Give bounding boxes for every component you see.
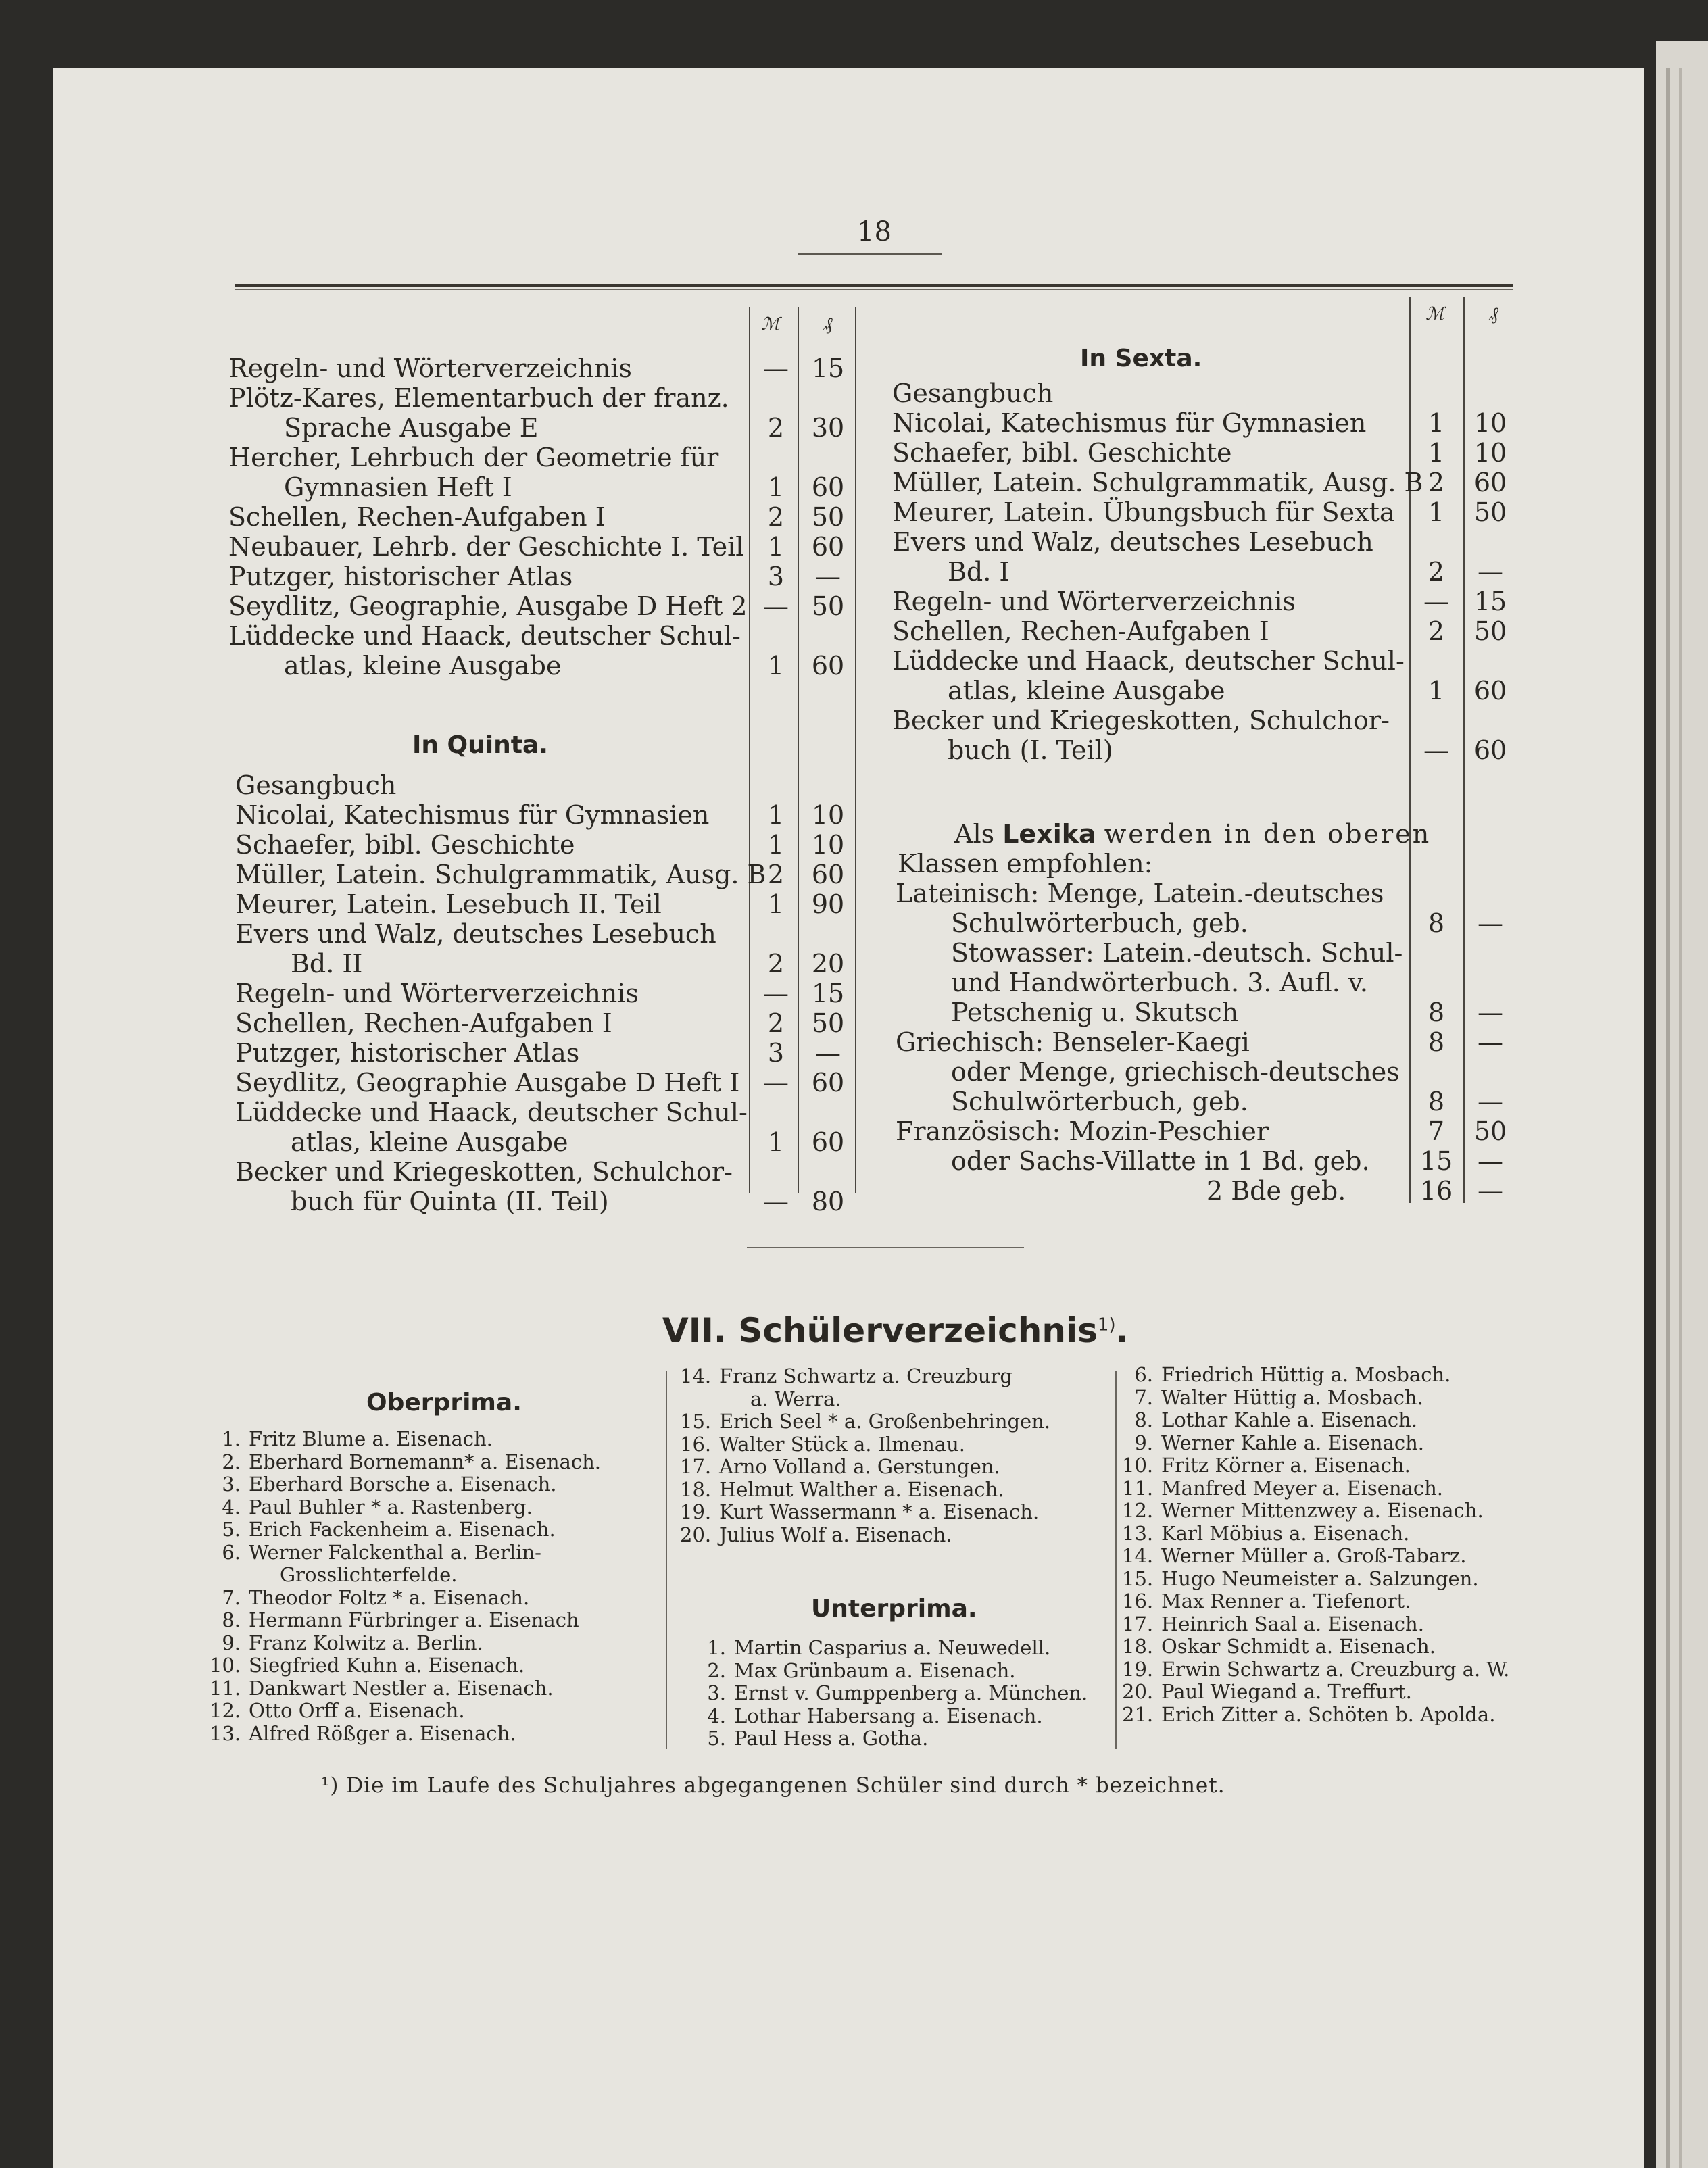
price-mark: 2 bbox=[767, 949, 785, 979]
price-pfennig: 50 bbox=[811, 591, 845, 621]
student-entry bbox=[1122, 1364, 1450, 1386]
lexika-intro-b: werden in den oberen bbox=[1104, 819, 1432, 849]
student-number: 17. bbox=[1122, 1612, 1154, 1635]
student-number: 18. bbox=[680, 1477, 712, 1501]
student-number: 11. bbox=[1122, 1476, 1154, 1500]
student-name: Ernst v. Gumppenberg a. München. bbox=[734, 1681, 1088, 1704]
column-rule bbox=[1463, 297, 1465, 1203]
student-entry bbox=[1122, 1658, 1509, 1681]
top-rule bbox=[235, 284, 1513, 287]
price-mark: 8 bbox=[1428, 1027, 1445, 1057]
top-rule-thin bbox=[235, 289, 1513, 290]
price-mark: 1 bbox=[767, 472, 785, 502]
student-number: 5. bbox=[707, 1727, 726, 1750]
student-entry bbox=[1122, 1454, 1411, 1477]
student-entry bbox=[1122, 1704, 1495, 1726]
price-pfennig: 60 bbox=[811, 532, 845, 562]
book-entry-text: Putzger, historischer Atlas bbox=[228, 562, 573, 591]
student-name: Fritz Blume a. Eisenach. bbox=[249, 1427, 493, 1450]
price-mark: 8 bbox=[1428, 908, 1445, 938]
student-entry bbox=[695, 1705, 1043, 1727]
student-number: 7. bbox=[1134, 1385, 1153, 1409]
student-name: Walter Hüttig a. Mosbach. bbox=[1161, 1385, 1423, 1409]
book-entry-text: Stowasser: Latein.-deutsch. Schul- bbox=[951, 938, 1403, 968]
student-name: Lothar Habersang a. Eisenach. bbox=[734, 1704, 1043, 1727]
page-edge-stripe bbox=[1679, 68, 1682, 2168]
student-name: Franz Kolwitz a. Berlin. bbox=[249, 1631, 483, 1654]
student-number: 3. bbox=[707, 1681, 726, 1704]
student-number: 18. bbox=[1122, 1635, 1154, 1658]
book-entry-text: Regeln- und Wörterverzeichnis bbox=[892, 587, 1296, 616]
student-name: Oskar Schmidt a. Eisenach. bbox=[1161, 1635, 1436, 1658]
book-entry-text: oder Sachs-Villatte in 1 Bd. geb. bbox=[951, 1146, 1370, 1176]
student-number: 16. bbox=[1122, 1590, 1154, 1612]
student-entry bbox=[1122, 1613, 1424, 1635]
price-mark: 2 bbox=[767, 502, 785, 532]
column-rule bbox=[749, 307, 750, 1193]
student-number: 9. bbox=[222, 1631, 241, 1654]
price-pfennig: 20 bbox=[811, 949, 845, 979]
student-entry bbox=[210, 1564, 458, 1586]
book-entry-text: Seydlitz, Geographie Ausgabe D Heft I bbox=[235, 1068, 740, 1098]
price-mark: — bbox=[763, 1068, 789, 1098]
student-entry bbox=[1122, 1432, 1424, 1454]
student-number: 10. bbox=[210, 1654, 241, 1677]
student-number: 2. bbox=[222, 1450, 241, 1473]
student-entry bbox=[210, 1428, 493, 1450]
price-pfennig: 50 bbox=[811, 1008, 845, 1038]
student-number: 14. bbox=[680, 1364, 712, 1387]
student-name: Dankwart Nestler a. Eisenach. bbox=[249, 1676, 554, 1700]
price-mark: 2 bbox=[767, 860, 785, 889]
lexika-intro-a: Als bbox=[954, 819, 995, 849]
student-entry bbox=[1122, 1568, 1479, 1590]
list-divider bbox=[1115, 1371, 1117, 1749]
student-entry bbox=[210, 1700, 465, 1722]
book-entry-text: Schulwörterbuch, geb. bbox=[951, 908, 1248, 938]
student-entry bbox=[1122, 1409, 1417, 1431]
student-name: Kurt Wassermann * a. Eisenach. bbox=[719, 1500, 1040, 1523]
book-entry-text: Meurer, Latein. Lesebuch II. Teil bbox=[235, 889, 662, 919]
student-number: 19. bbox=[680, 1500, 712, 1523]
column-rule bbox=[855, 307, 856, 1193]
student-entry bbox=[210, 1654, 524, 1677]
pfennig-header-right: ₰ bbox=[1489, 304, 1498, 324]
student-number: 8. bbox=[222, 1608, 241, 1631]
student-name: Erwin Schwartz a. Creuzburg a. W. bbox=[1161, 1657, 1510, 1681]
student-entry bbox=[210, 1473, 557, 1496]
student-number: 12. bbox=[1122, 1499, 1154, 1522]
student-name: Werner Müller a. Groß-Tabarz. bbox=[1161, 1544, 1467, 1567]
price-pfennig: 10 bbox=[1473, 408, 1507, 438]
student-entry bbox=[210, 1519, 556, 1541]
student-entry bbox=[1122, 1387, 1423, 1409]
student-entry bbox=[210, 1542, 541, 1564]
column-rule bbox=[798, 307, 799, 1193]
student-entry bbox=[680, 1388, 841, 1410]
mark-header-right: ℳ bbox=[1425, 304, 1444, 324]
student-name: Paul Hess a. Gotha. bbox=[734, 1727, 929, 1750]
student-name: Arno Volland a. Gerstungen. bbox=[719, 1455, 1000, 1478]
student-entry bbox=[695, 1727, 928, 1750]
student-name: Lothar Kahle a. Eisenach. bbox=[1161, 1408, 1418, 1431]
student-entry bbox=[210, 1632, 483, 1654]
price-mark: 2 bbox=[1428, 616, 1445, 646]
student-number: 6. bbox=[222, 1540, 241, 1564]
student-number: 20. bbox=[680, 1523, 712, 1546]
pfennig-header-left: ₰ bbox=[823, 314, 833, 335]
book-entry-text: Schellen, Rechen-Aufgaben I bbox=[235, 1008, 612, 1038]
price-pfennig: — bbox=[1478, 1176, 1503, 1206]
student-entry bbox=[695, 1682, 1088, 1704]
price-mark: — bbox=[763, 353, 789, 383]
section-title-sexta: In Sexta. bbox=[1080, 345, 1202, 372]
price-mark: 16 bbox=[1419, 1176, 1453, 1206]
book-entry-text: Putzger, historischer Atlas bbox=[235, 1038, 580, 1068]
price-mark: 1 bbox=[1428, 676, 1445, 706]
student-name: Karl Möbius a. Eisenach. bbox=[1161, 1521, 1410, 1545]
price-mark: 1 bbox=[1428, 438, 1445, 468]
book-entry-text: Schaefer, bibl. Geschichte bbox=[235, 830, 575, 860]
student-number: 9. bbox=[1134, 1431, 1153, 1454]
book-entry-text: Müller, Latein. Schulgrammatik, Ausg. B bbox=[235, 860, 766, 889]
section-vii-title-period: . bbox=[1115, 1311, 1129, 1350]
student-entry bbox=[680, 1524, 952, 1546]
student-name: Alfred Rößger a. Eisenach. bbox=[249, 1721, 516, 1745]
price-mark: 1 bbox=[1428, 408, 1445, 438]
book-entry-text: Gymnasien Heft I bbox=[284, 472, 512, 502]
book-entry-text: Schellen, Rechen-Aufgaben I bbox=[228, 502, 606, 532]
book-entry-text: Regeln- und Wörterverzeichnis bbox=[228, 353, 632, 383]
price-pfennig: 15 bbox=[811, 353, 845, 383]
book-entry-text: Evers und Walz, deutsches Lesebuch bbox=[235, 919, 716, 949]
student-name: Julius Wolf a. Eisenach. bbox=[719, 1523, 952, 1546]
mark-header-left: ℳ bbox=[761, 314, 780, 335]
student-number: 10. bbox=[1122, 1454, 1154, 1477]
book-entry-text: Gesangbuch bbox=[892, 378, 1054, 408]
adjacent-page-edge bbox=[1656, 41, 1708, 2168]
price-mark: 1 bbox=[767, 1127, 785, 1157]
price-pfennig: 60 bbox=[811, 651, 845, 681]
student-name: Eberhard Borsche a. Eisenach. bbox=[249, 1473, 557, 1496]
price-mark: 2 bbox=[1428, 557, 1445, 587]
book-entry-text: 2 Bde geb. bbox=[1206, 1176, 1346, 1206]
section-vii-title bbox=[662, 1311, 1129, 1350]
lexika-intro-c: Klassen empfohlen: bbox=[898, 849, 1153, 879]
price-pfennig: — bbox=[1478, 997, 1503, 1027]
student-number: 3. bbox=[222, 1473, 241, 1496]
book-entry-text: Müller, Latein. Schulgrammatik, Ausg. B bbox=[892, 468, 1423, 497]
student-entry bbox=[1122, 1545, 1467, 1567]
student-entry bbox=[1122, 1500, 1484, 1522]
student-name: Franz Schwartz a. Creuzburg bbox=[719, 1364, 1012, 1387]
student-entry bbox=[210, 1496, 533, 1519]
book-entry-text: Hercher, Lehrbuch der Geometrie für bbox=[228, 443, 719, 472]
student-name: Martin Casparius a. Neuwedell. bbox=[734, 1636, 1051, 1659]
price-pfennig: 60 bbox=[1473, 676, 1507, 706]
price-mark: 2 bbox=[1428, 468, 1445, 497]
price-pfennig: — bbox=[1478, 1087, 1503, 1116]
student-name: Manfred Meyer a. Eisenach. bbox=[1161, 1476, 1444, 1500]
book-entry-text: buch (I. Teil) bbox=[948, 735, 1113, 765]
price-mark: 1 bbox=[767, 800, 785, 830]
student-entry bbox=[680, 1479, 1004, 1501]
page-number: 18 bbox=[857, 216, 892, 247]
price-pfennig: 50 bbox=[1473, 497, 1507, 527]
student-number: 2. bbox=[707, 1658, 726, 1682]
book-entry-text: atlas, kleine Ausgabe bbox=[284, 651, 562, 681]
student-name: Max Renner a. Tiefenort. bbox=[1161, 1590, 1411, 1612]
book-entry-text: Nicolai, Katechismus für Gymnasien bbox=[235, 800, 710, 830]
student-entry bbox=[210, 1677, 554, 1700]
student-number: 15. bbox=[680, 1410, 712, 1433]
book-entry-text: Französisch: Mozin-Peschier bbox=[896, 1116, 1269, 1146]
price-pfennig: 60 bbox=[1473, 735, 1507, 765]
book-entry-text: Seydlitz, Geographie, Ausgabe D Heft 2 bbox=[228, 591, 748, 621]
student-entry bbox=[680, 1456, 1000, 1478]
price-pfennig: 60 bbox=[811, 860, 845, 889]
price-mark: 1 bbox=[767, 889, 785, 919]
student-entry bbox=[210, 1451, 601, 1473]
page-edge-stripe bbox=[1666, 68, 1670, 2168]
student-name: Grosslichterfelde. bbox=[280, 1563, 458, 1586]
book-entry-text: Meurer, Latein. Übungsbuch für Sexta bbox=[892, 497, 1395, 527]
price-pfennig: 15 bbox=[1473, 587, 1507, 616]
price-pfennig: 50 bbox=[1473, 1116, 1507, 1146]
student-name: a. Werra. bbox=[750, 1387, 841, 1410]
book-entry-text: buch für Quinta (II. Teil) bbox=[291, 1187, 609, 1216]
book-entry-text: atlas, kleine Ausgabe bbox=[948, 676, 1225, 706]
book-entry-text: Becker und Kriegeskotten, Schulchor- bbox=[892, 706, 1390, 735]
student-entry bbox=[695, 1660, 1016, 1682]
book-entry-text: atlas, kleine Ausgabe bbox=[291, 1127, 568, 1157]
book-entry-text: und Handwörterbuch. 3. Aufl. v. bbox=[951, 968, 1368, 997]
price-pfennig: 60 bbox=[811, 1068, 845, 1098]
book-entry-text: Sprache Ausgabe E bbox=[284, 413, 539, 443]
book-entry-text: oder Menge, griechisch-deutsches bbox=[951, 1057, 1400, 1087]
student-entry bbox=[1122, 1681, 1412, 1703]
student-name: Werner Falckenthal a. Berlin- bbox=[249, 1540, 541, 1564]
price-pfennig: 50 bbox=[811, 502, 845, 532]
student-name: Otto Orff a. Eisenach. bbox=[249, 1699, 465, 1722]
student-entry bbox=[210, 1587, 529, 1609]
book-entry-text: Lüddecke und Haack, deutscher Schul- bbox=[235, 1098, 748, 1127]
price-pfennig: 80 bbox=[811, 1187, 845, 1216]
student-entry bbox=[1122, 1635, 1436, 1658]
student-number: 1. bbox=[222, 1427, 241, 1450]
student-entry bbox=[680, 1410, 1050, 1433]
student-name: Hugo Neumeister a. Salzungen. bbox=[1161, 1567, 1479, 1590]
footnote-mark: 1) bbox=[1097, 1314, 1116, 1335]
price-mark: — bbox=[763, 979, 789, 1008]
price-pfennig: 30 bbox=[811, 413, 845, 443]
student-number: 7. bbox=[222, 1585, 241, 1609]
student-name: Helmut Walther a. Eisenach. bbox=[719, 1477, 1004, 1501]
price-pfennig: — bbox=[815, 562, 841, 591]
price-mark: 8 bbox=[1428, 1087, 1445, 1116]
student-name: Paul Wiegand a. Treffurt. bbox=[1161, 1680, 1412, 1703]
student-number: 19. bbox=[1122, 1657, 1154, 1681]
price-mark: 7 bbox=[1428, 1116, 1445, 1146]
student-entry bbox=[210, 1723, 516, 1745]
student-number: 4. bbox=[222, 1495, 241, 1519]
footnote: ¹) Die im Laufe des Schuljahres abgegangenen Schüler sind durch * bezeichnet. bbox=[321, 1773, 1225, 1798]
book-entry-text: Lüddecke und Haack, deutscher Schul- bbox=[892, 646, 1405, 676]
student-number: 14. bbox=[1122, 1544, 1154, 1567]
student-number: 6. bbox=[1134, 1363, 1153, 1386]
book-entry-text: Gesangbuch bbox=[235, 770, 397, 800]
student-entry bbox=[1122, 1523, 1409, 1545]
lexika-intro bbox=[954, 819, 1431, 849]
student-name: Hermann Fürbringer a. Eisenach bbox=[249, 1608, 579, 1631]
price-pfennig: — bbox=[1478, 557, 1503, 587]
price-mark: — bbox=[763, 591, 789, 621]
student-name: Friedrich Hüttig a. Mosbach. bbox=[1161, 1363, 1451, 1386]
price-pfennig: — bbox=[815, 1038, 841, 1068]
student-name: Theodor Foltz * a. Eisenach. bbox=[249, 1585, 530, 1609]
student-entry bbox=[680, 1501, 1039, 1523]
book-entry-text: Nicolai, Katechismus für Gymnasien bbox=[892, 408, 1367, 438]
student-number: 15. bbox=[1122, 1567, 1154, 1590]
price-mark: 1 bbox=[767, 830, 785, 860]
student-number: 13. bbox=[1122, 1521, 1154, 1545]
student-name: Eberhard Bornemann* a. Eisenach. bbox=[249, 1450, 602, 1473]
student-number: 4. bbox=[707, 1704, 726, 1727]
student-name: Heinrich Saal a. Eisenach. bbox=[1161, 1612, 1424, 1635]
price-mark: — bbox=[763, 1187, 789, 1216]
price-mark: 1 bbox=[767, 651, 785, 681]
price-pfennig: 60 bbox=[811, 1127, 845, 1157]
oberprima-title: Oberprima. bbox=[366, 1389, 522, 1416]
student-number: 8. bbox=[1134, 1408, 1153, 1431]
section-divider bbox=[747, 1247, 1024, 1248]
price-mark: — bbox=[1423, 587, 1449, 616]
price-pfennig: — bbox=[1478, 908, 1503, 938]
book-entry-text: Petschenig u. Skutsch bbox=[951, 997, 1239, 1027]
student-number: 5. bbox=[222, 1518, 241, 1541]
price-pfennig: — bbox=[1478, 1027, 1503, 1057]
book-entry-text: Regeln- und Wörterverzeichnis bbox=[235, 979, 639, 1008]
book-entry-text: Griechisch: Benseler-Kaegi bbox=[896, 1027, 1250, 1057]
student-entry bbox=[695, 1637, 1050, 1659]
student-name: Erich Fackenheim a. Eisenach. bbox=[249, 1518, 556, 1541]
list-divider bbox=[666, 1371, 667, 1749]
student-name: Erich Seel * a. Großenbehringen. bbox=[719, 1410, 1051, 1433]
book-entry-text: Plötz-Kares, Elementarbuch der franz. bbox=[228, 383, 729, 413]
price-mark: 1 bbox=[767, 532, 785, 562]
student-name: Paul Buhler * a. Rastenberg. bbox=[249, 1495, 533, 1519]
price-pfennig: 90 bbox=[811, 889, 845, 919]
student-name: Fritz Körner a. Eisenach. bbox=[1161, 1454, 1411, 1477]
price-pfennig: 10 bbox=[811, 830, 845, 860]
section-title-quinta: In Quinta. bbox=[412, 731, 548, 759]
book-entry-text: Becker und Kriegeskotten, Schulchor- bbox=[235, 1157, 733, 1187]
student-name: Werner Mittenzwey a. Eisenach. bbox=[1161, 1499, 1484, 1522]
lexika-word: Lexika bbox=[1002, 819, 1096, 849]
student-number: 12. bbox=[210, 1699, 241, 1722]
student-entry bbox=[680, 1433, 965, 1456]
price-pfennig: 60 bbox=[1473, 468, 1507, 497]
book-entry-text: Lateinisch: Menge, Latein.-deutsches bbox=[896, 879, 1384, 908]
book-entry-text: Schaefer, bibl. Geschichte bbox=[892, 438, 1232, 468]
student-name: Werner Kahle a. Eisenach. bbox=[1161, 1431, 1424, 1454]
student-name: Siegfried Kuhn a. Eisenach. bbox=[249, 1654, 525, 1677]
price-pfennig: 15 bbox=[811, 979, 845, 1008]
price-pfennig: 50 bbox=[1473, 616, 1507, 646]
column-rule bbox=[1409, 297, 1411, 1203]
price-mark: — bbox=[1423, 735, 1449, 765]
price-mark: 3 bbox=[767, 562, 785, 591]
price-mark: 3 bbox=[767, 1038, 785, 1068]
book-entry-text: Schulwörterbuch, geb. bbox=[951, 1087, 1248, 1116]
student-entry bbox=[1122, 1477, 1443, 1500]
student-name: Max Grünbaum a. Eisenach. bbox=[734, 1658, 1016, 1682]
book-entry-text: Lüddecke und Haack, deutscher Schul- bbox=[228, 621, 741, 651]
page-number-rule bbox=[798, 253, 942, 255]
student-entry bbox=[1122, 1590, 1411, 1612]
price-pfennig: 60 bbox=[811, 472, 845, 502]
student-number: 11. bbox=[210, 1676, 241, 1700]
price-mark: 2 bbox=[767, 1008, 785, 1038]
student-entry bbox=[210, 1609, 579, 1631]
student-number: 20. bbox=[1122, 1680, 1154, 1703]
student-number: 13. bbox=[210, 1721, 241, 1745]
book-entry-text: Evers und Walz, deutsches Lesebuch bbox=[892, 527, 1373, 557]
price-mark: 8 bbox=[1428, 997, 1445, 1027]
book-entry-text: Bd. I bbox=[948, 557, 1010, 587]
price-pfennig: 10 bbox=[1473, 438, 1507, 468]
price-pfennig: — bbox=[1478, 1146, 1503, 1176]
price-mark: 1 bbox=[1428, 497, 1445, 527]
section-vii-title-text: VII. Schülerverzeichnis bbox=[662, 1311, 1098, 1350]
price-mark: 2 bbox=[767, 413, 785, 443]
book-entry-text: Bd. II bbox=[291, 949, 363, 979]
student-number: 21. bbox=[1122, 1702, 1154, 1726]
unterprima-title: Unterprima. bbox=[811, 1595, 977, 1623]
price-mark: 15 bbox=[1419, 1146, 1453, 1176]
student-number: 1. bbox=[707, 1636, 726, 1659]
student-entry bbox=[680, 1365, 1012, 1387]
student-number: 16. bbox=[680, 1432, 712, 1456]
book-entry-text: Schellen, Rechen-Aufgaben I bbox=[892, 616, 1269, 646]
price-pfennig: 10 bbox=[811, 800, 845, 830]
book-entry-text: Neubauer, Lehrb. der Geschichte I. Teil bbox=[228, 532, 744, 562]
student-name: Walter Stück a. Ilmenau. bbox=[719, 1432, 965, 1456]
student-name: Erich Zitter a. Schöten b. Apolda. bbox=[1161, 1702, 1496, 1726]
student-number: 17. bbox=[680, 1455, 712, 1478]
